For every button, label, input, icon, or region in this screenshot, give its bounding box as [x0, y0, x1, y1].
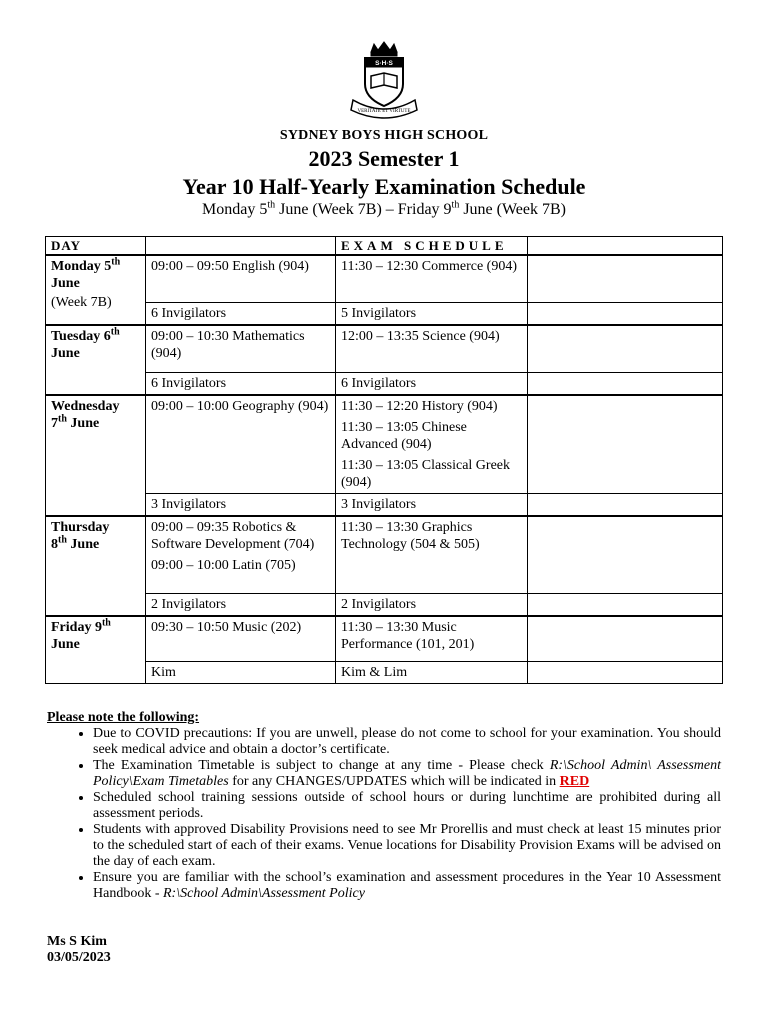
exam-cell — [336, 516, 528, 594]
exam-cell — [528, 255, 723, 303]
exam-row — [46, 255, 723, 303]
school-crest-logo — [345, 40, 423, 122]
exam-entry: 12:00 – 13:35 Science (904) — [341, 329, 500, 344]
svg-text:VERITATE ET VIRTUTE: VERITATE ET VIRTUTE — [357, 109, 411, 114]
invigilator-cell — [528, 662, 723, 684]
invigilator-cell: 6 Invigilators — [146, 303, 336, 326]
day-cell: Wednesday 7th June — [46, 395, 146, 516]
exam-entry: 09:00 – 10:00 Geography (904) — [151, 399, 329, 414]
blank-header-cell — [528, 237, 723, 256]
exam-entry: 11:30 – 12:20 History (904) — [341, 399, 498, 414]
invigilator-cell: Kim & Lim — [336, 662, 528, 684]
exam-schedule-table — [45, 236, 723, 684]
exam-cell — [146, 516, 336, 594]
invigilator-cell: 3 Invigilators — [146, 494, 336, 517]
exam-entry: 09:00 – 09:50 English (904) — [151, 259, 309, 274]
exam-entry: 09:00 – 10:30 Mathematics (904) — [151, 329, 305, 361]
exam-row — [46, 516, 723, 594]
invigilator-cell: 5 Invigilators — [336, 303, 528, 326]
week-label: (Week 7B) — [51, 295, 112, 310]
exam-cell — [528, 516, 723, 594]
page-subtitle: Year 10 Half-Yearly Examination Schedule — [182, 174, 586, 199]
exam-entry: 11:30 – 13:05 Classical Greek (904) — [341, 458, 511, 490]
day-cell: Tuesday 6th June — [46, 325, 146, 395]
exam-row — [46, 395, 723, 494]
school-name: SYDNEY BOYS HIGH SCHOOL — [279, 128, 489, 143]
invigilator-cell — [528, 594, 723, 617]
blank-header-cell — [146, 237, 336, 256]
invigilator-cell: 3 Invigilators — [336, 494, 528, 517]
invigilator-row — [46, 494, 723, 517]
red-indicator: RED — [559, 774, 590, 789]
invigilator-cell — [528, 373, 723, 396]
day-cell: Monday 5th June (Week 7B) — [46, 255, 146, 325]
invigilator-cell: Kim — [146, 662, 336, 684]
signature-block — [47, 934, 111, 966]
exam-entry: 11:30 – 13:30 Graphics Technology (504 & 505) — [341, 520, 480, 552]
day-cell: Friday 9th June — [46, 616, 146, 684]
exam-entry: 09:00 – 09:35 Robotics & Software Development (704) — [151, 520, 315, 552]
exam-entry: 11:30 – 12:30 Commerce (904) — [341, 259, 518, 274]
page-title: 2023 Semester 1 — [308, 146, 460, 171]
exam-cell — [146, 325, 336, 373]
exam-cell — [528, 616, 723, 662]
exam-cell — [528, 395, 723, 494]
invigilator-cell — [528, 494, 723, 517]
invigilator-cell: 6 Invigilators — [336, 373, 528, 396]
invigilator-row — [46, 594, 723, 617]
table-header-row — [46, 237, 723, 256]
note-covid: • Due to COVID precautions: If you are unwell, please do not come to school for your examination. You should seek medical advice and obtain a doctor’s certificate. — [93, 726, 721, 758]
exam-cell — [336, 395, 528, 494]
invigilator-row — [46, 303, 723, 326]
invigilator-cell: 6 Invigilators — [146, 373, 336, 396]
exam-entry: 11:30 – 13:05 Chinese Advanced (904) — [341, 420, 467, 452]
svg-text:S·H·S: S·H·S — [375, 60, 393, 67]
exam-cell — [146, 255, 336, 303]
note-disability-provisions: • Students with approved Disability Provisions need to see Mr Prorellis and must check at least 15 minutes prior to the scheduled start of each of their exams. Venue locations for Disability Provision Exams will be advised on the day of each exam. — [93, 822, 721, 870]
exam-schedule-header: EXAM SCHEDULE — [336, 237, 528, 256]
note-assessment-handbook: • Ensure you are familiar with the school’s examination and assessment procedures in the Year 10 Assessment Handbook - R:\School Admin\Assessment Policy — [93, 870, 721, 902]
invigilator-row — [46, 373, 723, 396]
timetable-path: R:\School Admin\ Assessment Policy\Exam Timetables — [93, 758, 721, 789]
schedule-body — [46, 255, 723, 684]
exam-cell — [146, 616, 336, 662]
signature-date: 03/05/2023 — [47, 950, 111, 965]
invigilator-row — [46, 662, 723, 684]
exam-cell — [336, 255, 528, 303]
invigilator-cell: 2 Invigilators — [336, 594, 528, 617]
exam-entry: 09:30 – 10:50 Music (202) — [151, 620, 302, 635]
day-column-header: DAY — [46, 237, 146, 256]
exam-cell — [528, 325, 723, 373]
exam-cell — [336, 616, 528, 662]
exam-row — [46, 616, 723, 662]
date-range: Monday 5th June (Week 7B) – Friday 9th June (Week 7B) — [201, 199, 567, 218]
invigilator-cell: 2 Invigilators — [146, 594, 336, 617]
notes-title: Please note the following: — [47, 710, 200, 725]
note-timetable-changes: • The Examination Timetable is subject to change at any time - Please check R:\School Admin\ Assessment Policy\Exam Timetables for any CHANGES/UPDATES which will be indicated in RED — [93, 758, 721, 790]
notes-section — [47, 710, 721, 902]
exam-entry: 11:30 – 13:30 Music Performance (101, 201) — [341, 620, 475, 652]
exam-cell — [146, 395, 336, 494]
day-cell: Thursday 8th June — [46, 516, 146, 616]
invigilator-cell — [528, 303, 723, 326]
policy-path: R:\School Admin\Assessment Policy — [163, 886, 365, 901]
exam-row — [46, 325, 723, 373]
exam-entry: 09:00 – 10:00 Latin (705) — [151, 558, 296, 573]
exam-cell — [336, 325, 528, 373]
note-training-sessions: • Scheduled school training sessions outside of school hours or during lunchtime are prohibited during all assessment periods. — [93, 790, 721, 822]
notes-list — [47, 726, 721, 902]
signature-name: Ms S Kim — [47, 934, 107, 949]
